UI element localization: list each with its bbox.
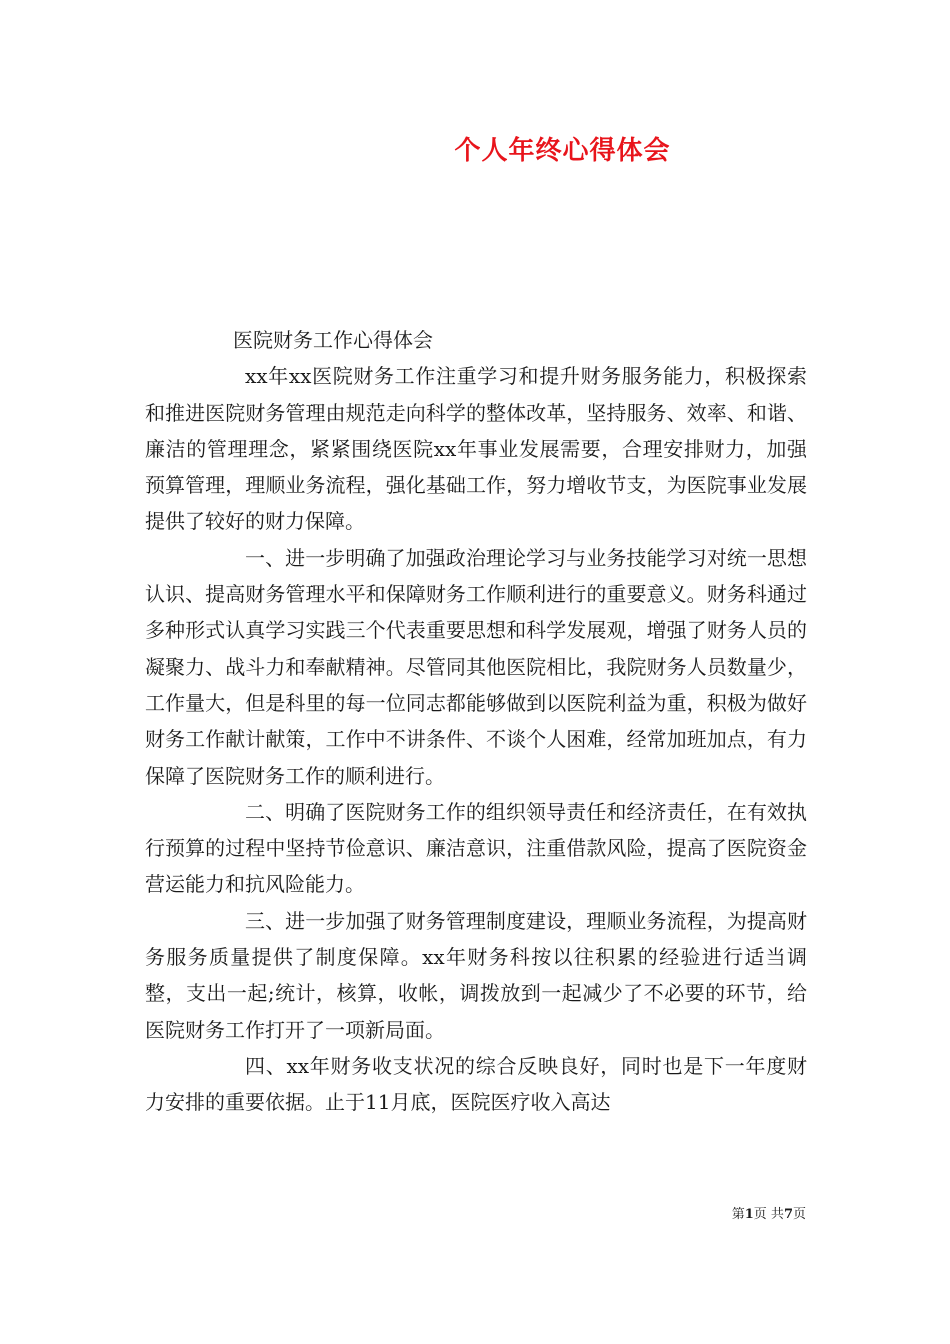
- footer-middle: 页 共: [753, 1207, 784, 1222]
- footer-total-pages: 7: [783, 1207, 793, 1222]
- paragraph-section-4: 四、xx年财务收支状况的综合反映良好，同时也是下一年度财力安排的重要依据。止于11月底，医院医疗收入高达: [145, 1053, 807, 1115]
- footer-current-page: 1: [744, 1207, 754, 1222]
- document-title: 个人年终心得体会: [454, 136, 671, 166]
- page-footer: [732, 1203, 806, 1222]
- paragraph-section-3: 三、进一步加强了财务管理制度建设，理顺业务流程，为提高财务服务质量提供了制度保障。xx年财务科按以往积累的经验进行适当调整，支出一起;统计，核算，收帐，调拨放到一起减少了不必要的环节，给医院财务工作打开了一项新局面。: [145, 908, 807, 1042]
- paragraph-intro: xx年xx医院财务工作注重学习和提升财务服务能力，积极探索和推进医院财务管理由规范走向科学的整体改革，坚持服务、效率、和谐、廉洁的管理理念，紧紧围绕医院xx年事业发展需要，合理安排财力，加强预算管理，理顺业务流程，强化基础工作，努力增收节支，为医院事业发展提供了较好的财力保障。: [145, 364, 807, 534]
- footer-suffix: 页: [792, 1207, 806, 1222]
- footer-prefix: 第: [731, 1207, 745, 1222]
- paragraph-section-2: 二、明确了医院财务工作的组织领导责任和经济责任，在有效执行预算的过程中坚持节俭意识、廉洁意识，注重借款风险，提高了医院资金营运能力和抗风险能力。: [145, 799, 807, 897]
- document-body: [145, 322, 807, 1121]
- document-subtitle: 医院财务工作心得体会: [233, 328, 433, 352]
- paragraph-section-1: 一、进一步明确了加强政治理论学习与业务技能学习对统一思想认识、提高财务管理水平和保障财务工作顺利进行的重要意义。财务科通过多种形式认真学习实践三个代表重要思想和科学发展观，增强了财务人员的凝聚力、战斗力和奉献精神。尽管同其他医院相比，我院财务人员数量少，工作量大，但是科里的每一位同志都能够做到以医院利益为重，积极为做好财务工作献计献策，工作中不讲条件、不谈个人困难，经常加班加点，有力保障了医院财务工作的顺利进行。: [145, 545, 807, 788]
